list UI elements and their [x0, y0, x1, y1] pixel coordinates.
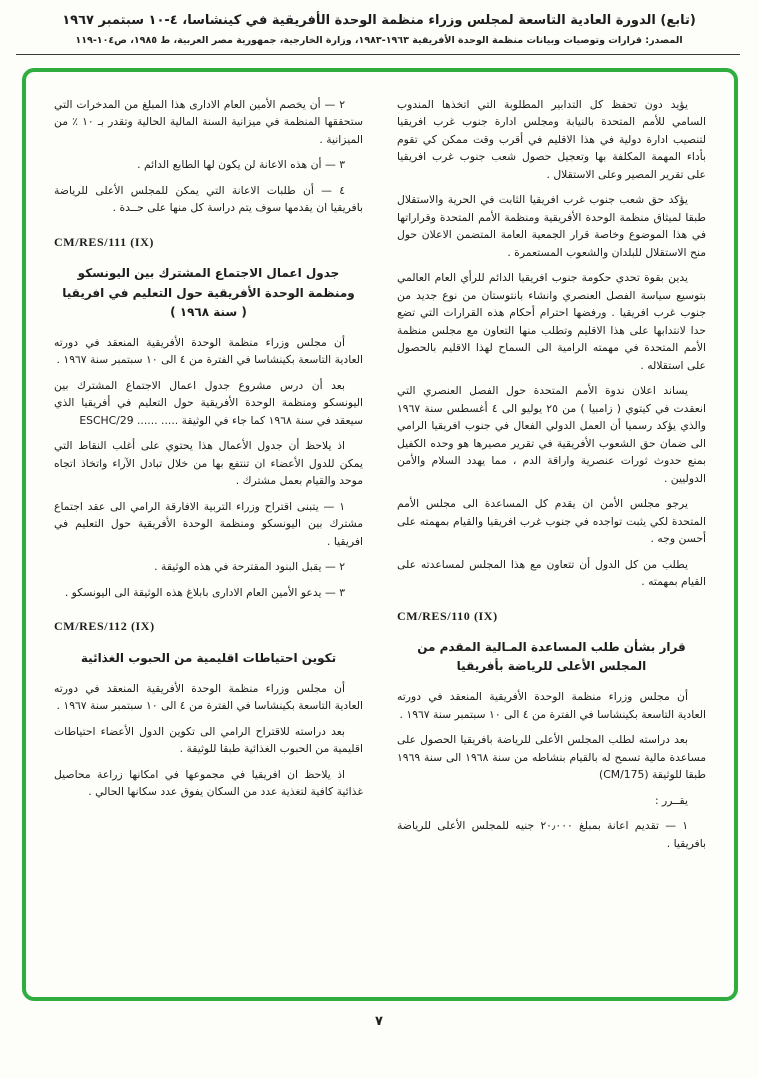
resolution-id: CM/RES/111 (IX) — [54, 234, 155, 249]
resolution-title: تكوين احتياطات اقليمية من الحبوب الغذائية — [80, 650, 337, 665]
green-document-frame — [22, 68, 738, 1001]
paragraph: بعد أن درس مشروع جدول اعمال الاجتماع المشترك بين اليونسكو ومنظمة الوحدة الأفريقية حول التعليم في أفريقيا الذي سيعقد في سنة ١٩٦٨ كما جاء في الوثيقة ..... ...... ESCHC/29 — [54, 378, 363, 427]
source-line: المصدر: قرارات وتوصيات وبيانات منظمة الوحدة الأفريقية ١٩٦٣-١٩٨٣، وزارة الخارجية، جمهورية مصر العربية، ط ١٩٨٥، ص١٠٤-١١٩ — [75, 35, 683, 46]
right-column — [397, 96, 706, 981]
two-column-text — [54, 96, 706, 981]
paragraph: ٤ — أن طلبات الاعانة التي يمكن للمجلس الأعلى للرياضة بافريقيا ان يقدمها سوف يتم دراسة كل منها على حــدة . — [54, 183, 363, 215]
page-header — [0, 0, 758, 55]
header-divider — [16, 54, 740, 55]
paragraph: يطلب من كل الدول أن تتعاون مع هذا المجلس لمساعدته على القيام بمهمته . — [397, 557, 706, 589]
paragraph: ١ — يتبنى اقتراح وزراء التربية الافارقة الرامي الى عقد اجتماع مشترك بين اليونسكو ومنظمة الوحدة الأفريقية حول التعليم في افريقيا . — [54, 499, 363, 548]
paragraph: أن مجلس وزراء منظمة الوحدة الأفريقية المنعقد في دورته العادية التاسعة بكينشاسا في الفترة من ٤ الى ١٠ سبتمبر سنة ١٩٦٧ . — [397, 690, 706, 721]
left-column — [54, 96, 363, 981]
paragraph: أن مجلس وزراء منظمة الوحدة الأفريقية المنعقد في دورته العادية التاسعة بكينشاسا في الفترة من ٤ الى ١٠ سبتمبر سنة ١٩٦٧ . — [54, 335, 363, 367]
paragraph: يقــرر : — [654, 793, 688, 807]
paragraph: ٣ — أن هذه الاعانة لن يكون لها الطابع الدائم . — [137, 158, 345, 172]
paragraph: يؤيد دون تحفظ كل التدابير المطلوبة التي اتخذها المندوب السامي للأمم المتحدة بالنيابة ومجلس ادارة جنوب غرب افريقيا لتنصيب ادارة دولية في هذا الاقليم في أقرب وقت ممكن كي تقوم بأداء المهمة المكلفة بها وتعجيل حصول شعب جنوب غرب افريقيا على تقرير المصير وعلى الاستقلال . — [397, 98, 706, 181]
paragraph: اذ يلاحظ أن جدول الأعمال هذا يحتوي على أغلب النقاط التي يمكن للدول الأعضاء ان تنتفع بها من خلال تبادل الآراء واتخاذ اتجاه موحد والقيام بعمل مشترك . — [54, 439, 363, 488]
paragraph: ٢ — يقبل البنود المقترحة في هذه الوثيقة . — [154, 560, 345, 574]
paragraph: يدين بقوة تحدي حكومة جنوب افريقيا الدائم للرأي العام العالمي بتوسيع سياسة الفصل العنصري وانشاء بانتوستان من نوع جديد من جنوب غرب افريقيا . ورفضها احترام أحكام هذه القرارات التي تضع حدا لانتدابها على هذا الاقليم وتطلب منها التعاون مع مجلس منظمة الأمم المتحدة في مهمته الرامية الى السماح لهذا الاقليم بالحصول على استقلاله . — [397, 271, 706, 372]
paragraph: ٣ — يدعو الأمين العام الادارى بابلاغ هذه الوثيقة الى اليونسكو . — [64, 585, 345, 599]
paragraph: بعد دراسته للاقتراح الرامي الى تكوين الدول الأعضاء احتياطات اقليمية من الحبوب الغذائية طبقا للوثيقة . — [54, 724, 363, 756]
page-number: ٧ — [375, 1014, 383, 1029]
resolution-title: جدول اعمال الاجتماع المشترك بين اليونسكو ومنظمة الوحدة الأفريقية حول التعليم في افريقيا ( سنة ١٩٦٨ ) — [62, 266, 355, 319]
paragraph: بعد دراسته لطلب المجلس الأعلى للرياضة بافريقيا الحصول على مساعدة مالية تسمح له بالقيام بنشاطه من سنة ١٩٦٨ الى سنة ١٩٦٩ طبقا للوثيقة (CM/175) — [397, 733, 706, 782]
paragraph: يرجو مجلس الأمن ان يقدم كل المساعدة الى مجلس الأمم المتحدة لكي يثبت تواجده في جنوب غرب افريقيا والقيام بمهمته على أحسن وجه . — [397, 497, 706, 546]
paragraph: اذ يلاحظ ان افريقيا في مجموعها في امكانها زراعة محاصيل غذائية كافية لتغذية عدد من السكان يفوق عدد سكانها الحالي . — [54, 767, 363, 799]
paragraph: أن مجلس وزراء منظمة الوحدة الأفريقية المنعقد في دورته العادية التاسعة بكينشاسا في الفترة من ٤ الى ١٠ سبتمبر سنة ١٩٦٧ . — [54, 681, 363, 713]
paragraph: ١ — تقديم اعانة بمبلغ ٢٠٫٠٠٠ جنيه للمجلس الأعلى للرياضة بافريقيا . — [397, 819, 706, 850]
resolution-title: قرار بشأن طلب المساعدة المـالية المقدم من المجلس الأعلى للرياضة بأفريقيا — [417, 640, 686, 674]
paragraph: يساند اعلان ندوة الأمم المتحدة حول الفصل العنصري التي انعقدت في كيتوي ( زامبيا ) من ٢٥ يوليو الى ٤ أغسطس سنة ١٩٦٧ والذي يؤكد رسميا أن العمل الدولي الفعال في جنوب افريقيا الرامي الى ضمان حق الشعوب الأفريقية في تقرير مصيرها هو وحده الكفيل بمنع حدوث ثورات عنصرية واراقة الدم ، مما يهدد السلام والأمن الدوليين . — [397, 384, 706, 485]
paragraph: يؤكد حق شعب جنوب غرب افريقيا الثابت في الحرية والاستقلال طبقا لميثاق منظمة الوحدة الأفريقية ومنظمة الأمم المتحدة وقراراتها في هذا الموضوع وخاصة قرار الجمعية العامة المتضمن الاعلان حول منح الاستقلال للبلدان والشعوب المستعمرة . — [397, 193, 706, 259]
document-title: (تابع) الدورة العادية التاسعة لمجلس وزراء منظمة الوحدة الأفريقية في كينشاسا، ٤-١٠ سبتمبر ١٩٦٧ — [62, 13, 696, 28]
paragraph: ٢ — أن يخصم الأمين العام الادارى هذا المبلغ من المدخرات التي ستحققها المنظمة في ميزانية السنة المالية الحالية وتقدر بـ ١٠ ٪ من الميزانية . — [54, 98, 363, 146]
resolution-id: CM/RES/110 (IX) — [397, 608, 498, 623]
resolution-id: CM/RES/112 (IX) — [54, 619, 155, 634]
